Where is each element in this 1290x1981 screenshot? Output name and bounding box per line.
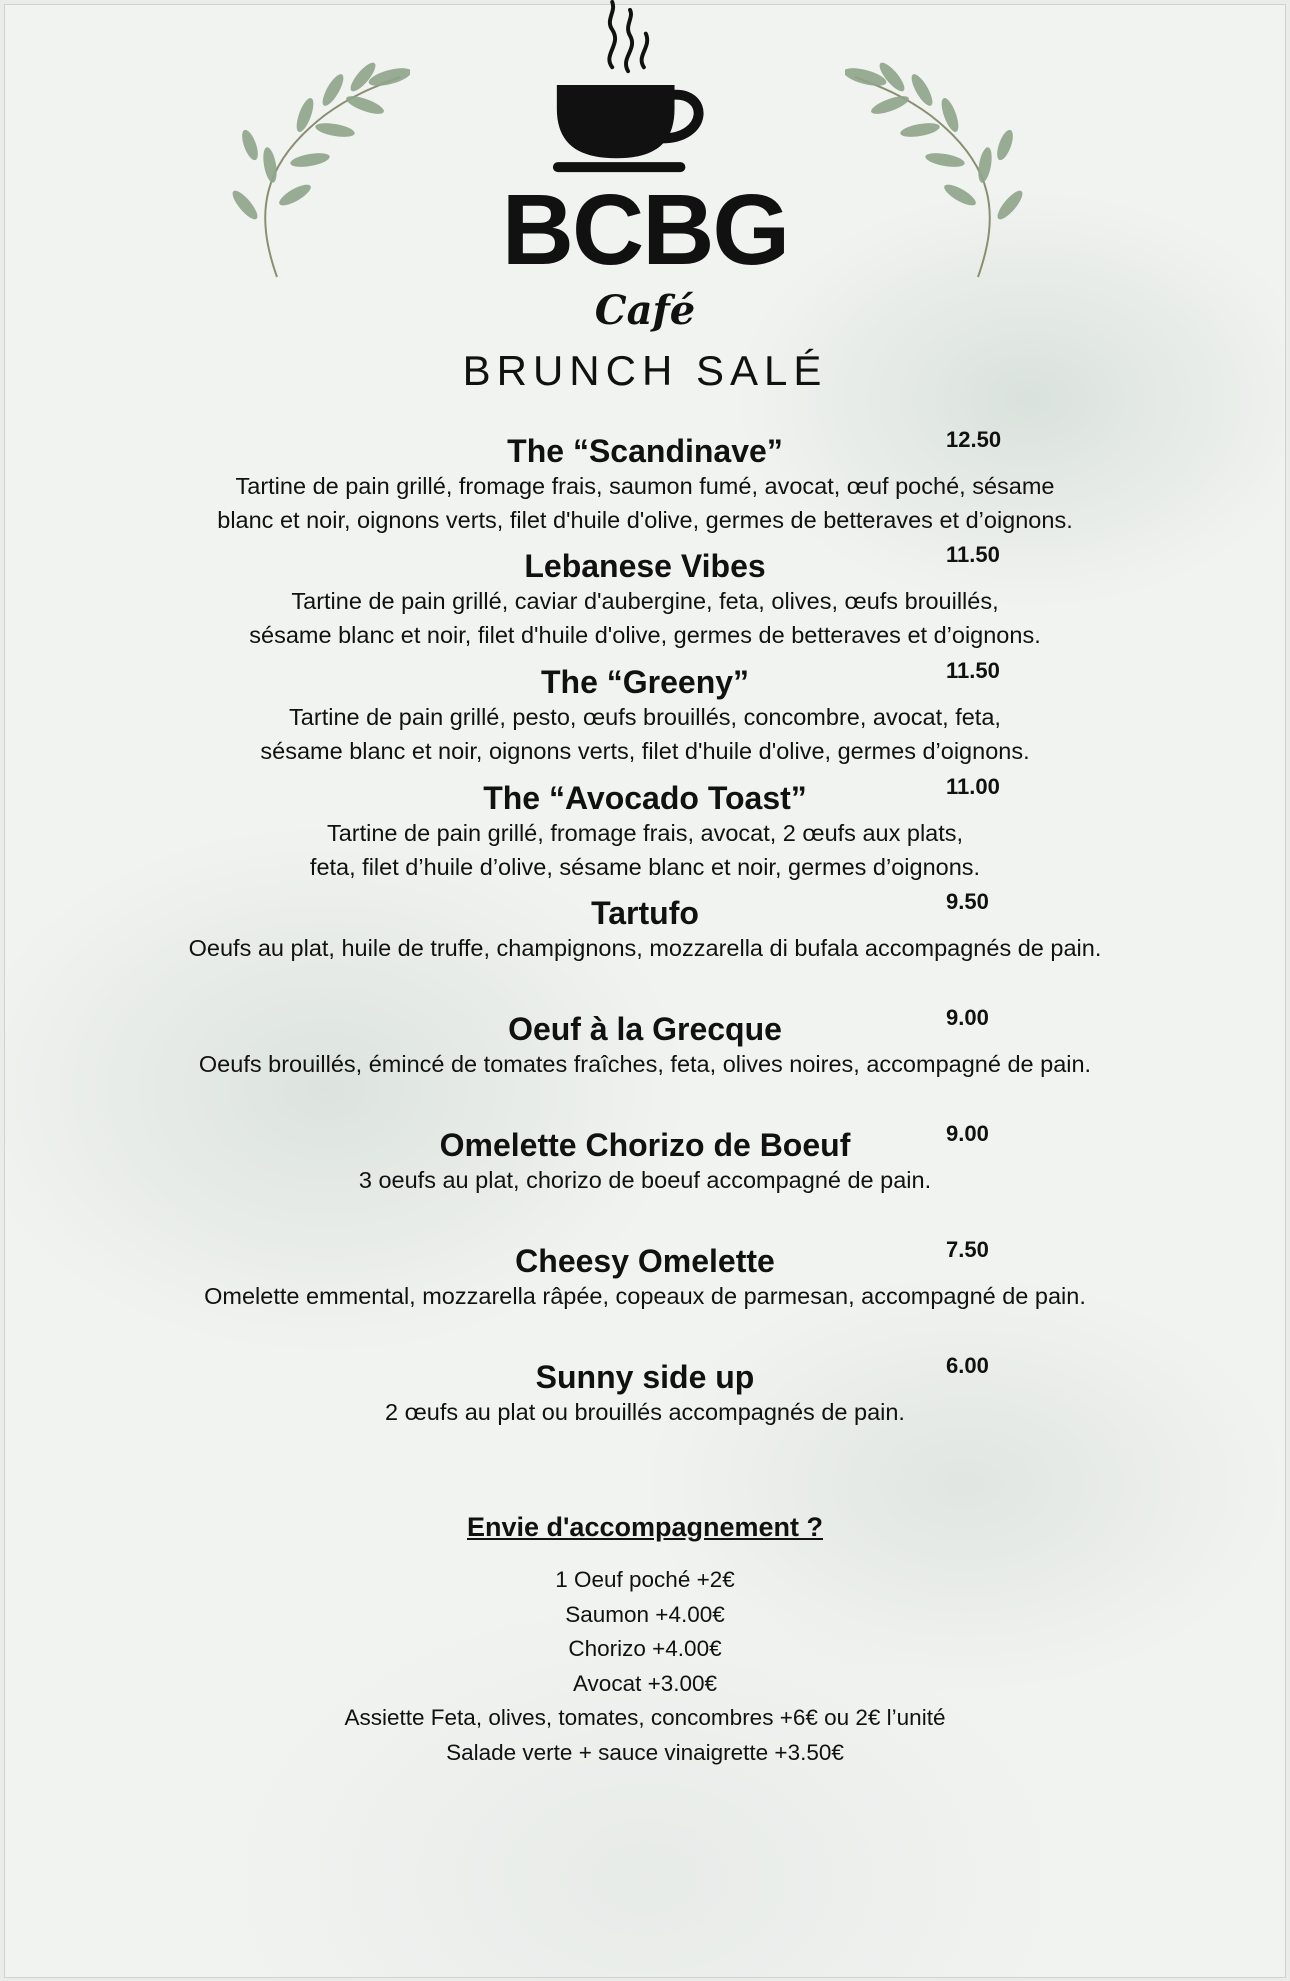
item-desc: sésame blanc et noir, oignons verts, filet d'huile d'olive, germes d’oignons. bbox=[260, 738, 1030, 764]
item-title: Omelette Chorizo de Boeuf bbox=[439, 1127, 851, 1163]
item-title: The “Avocado Toast” bbox=[483, 780, 807, 816]
item-price: 7.50 bbox=[946, 1237, 989, 1262]
item-title: The “Scandinave” bbox=[507, 433, 783, 469]
item-desc: 2 œufs au plat ou brouillés accompagnés de pain. bbox=[385, 1399, 905, 1425]
extras-item: Assiette Feta, olives, tomates, concombres +6€ ou 2€ l’unité bbox=[344, 1705, 946, 1730]
item-desc: Oeufs brouillés, émincé de tomates fraîches, feta, olives noires, accompagné de pain. bbox=[198, 1051, 1092, 1077]
item-title: Lebanese Vibes bbox=[524, 548, 766, 584]
coffee-cup-icon bbox=[550, 0, 715, 178]
menu-item bbox=[0, 889, 1290, 965]
item-price: 9.00 bbox=[946, 1005, 989, 1030]
item-price: 9.00 bbox=[946, 1121, 989, 1146]
menu-item bbox=[0, 1121, 1290, 1197]
menu-item bbox=[0, 542, 1290, 652]
item-title: Sunny side up bbox=[535, 1359, 755, 1395]
extras-item: Avocat +3.00€ bbox=[572, 1670, 718, 1696]
item-price: 11.00 bbox=[946, 774, 1000, 799]
item-desc: Tartine de pain grillé, fromage frais, saumon fumé, avocat, œuf poché, sésame bbox=[235, 473, 1055, 499]
extras-item: Salade verte + sauce vinaigrette +3.50€ bbox=[446, 1739, 844, 1765]
item-desc: Tartine de pain grillé, fromage frais, avocat, 2 œufs aux plats, bbox=[326, 820, 964, 846]
menu-item bbox=[0, 658, 1290, 768]
item-price: 6.00 bbox=[946, 1353, 989, 1378]
item-desc: 3 oeufs au plat, chorizo de boeuf accompagné de pain. bbox=[358, 1167, 932, 1193]
extras-item: 1 Oeuf poché +2€ bbox=[555, 1567, 735, 1592]
item-desc: Oeufs au plat, huile de truffe, champignons, mozzarella di bufala accompagnés de pain. bbox=[188, 935, 1102, 961]
brand-subtitle: Café bbox=[594, 287, 696, 334]
item-title: Cheesy Omelette bbox=[515, 1243, 775, 1279]
menu-item bbox=[0, 774, 1290, 884]
item-title: The “Greeny” bbox=[540, 664, 750, 700]
item-price: 9.50 bbox=[946, 889, 989, 914]
item-desc: feta, filet d’huile d’olive, sésame blanc et noir, germes d’oignons. bbox=[309, 854, 981, 880]
item-desc: Omelette emmental, mozzarella râpée, copeaux de parmesan, accompagné de pain. bbox=[204, 1283, 1086, 1309]
extras-item: Saumon +4.00€ bbox=[565, 1601, 725, 1627]
item-desc: sésame blanc et noir, filet d'huile d'olive, germes de betteraves et d’oignons. bbox=[249, 622, 1041, 648]
menu-item bbox=[0, 1237, 1290, 1313]
item-desc: Tartine de pain grillé, pesto, œufs brouillés, concombre, avocat, feta, bbox=[289, 704, 1001, 730]
menu-item bbox=[0, 427, 1290, 537]
item-desc: blanc et noir, oignons verts, filet d'huile d'olive, germes de betteraves et d’oignons. bbox=[217, 507, 1073, 533]
extras-list bbox=[0, 1563, 1290, 1770]
item-desc: Tartine de pain grillé, caviar d'aubergine, feta, olives, œufs brouillés, bbox=[291, 588, 999, 614]
item-price: 12.50 bbox=[946, 427, 1002, 452]
item-price: 11.50 bbox=[946, 542, 1000, 567]
item-title: Oeuf à la Grecque bbox=[508, 1011, 782, 1047]
menu-item bbox=[0, 1005, 1290, 1081]
menu-item bbox=[0, 1353, 1290, 1429]
section-title: BRUNCH SALÉ bbox=[462, 347, 828, 394]
item-title: Tartufo bbox=[591, 895, 699, 931]
extras-item: Chorizo +4.00€ bbox=[568, 1636, 722, 1661]
extras-heading: Envie d'accompagnement ? bbox=[466, 1512, 823, 1542]
item-price: 11.50 bbox=[946, 658, 1000, 683]
brand-name: BCBG bbox=[501, 174, 789, 286]
